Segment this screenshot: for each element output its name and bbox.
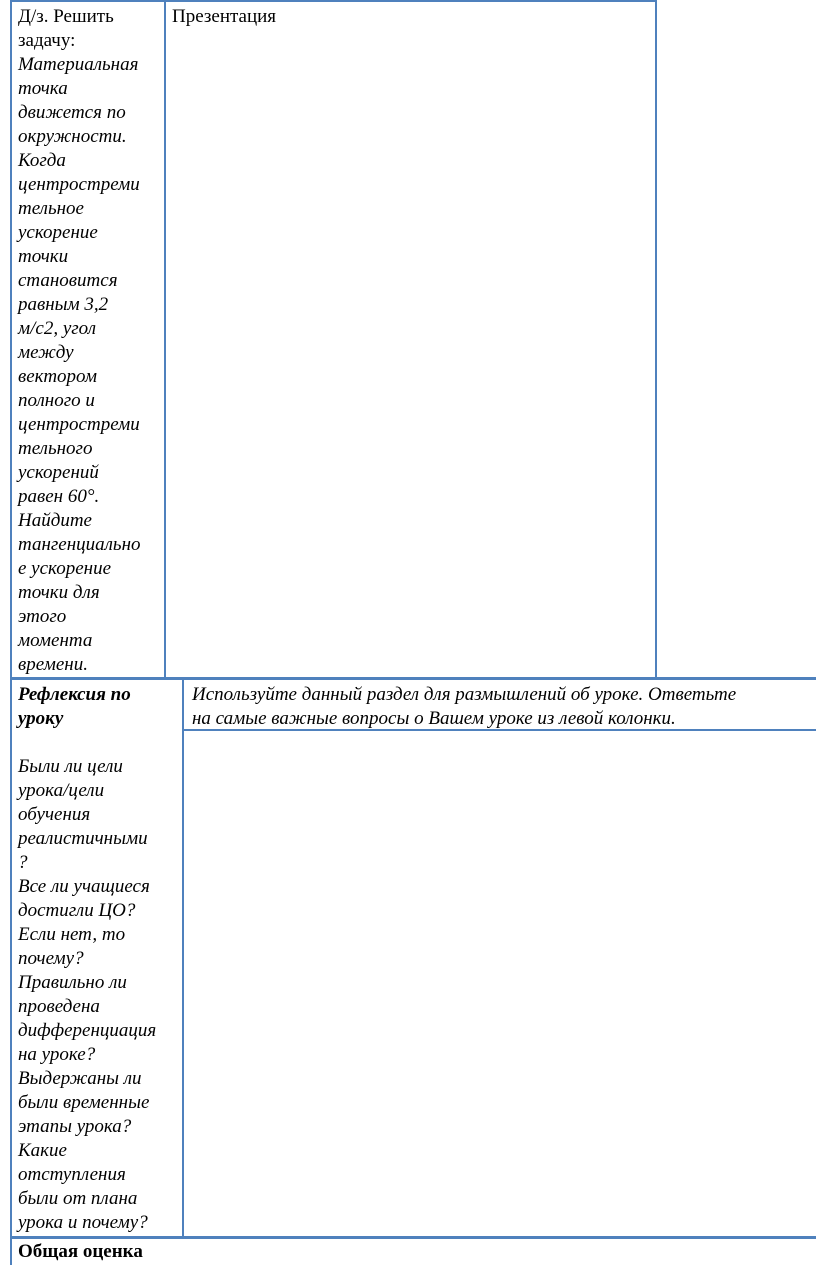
homework-task-line: точка [18, 78, 68, 99]
homework-task-line: ускорение [18, 222, 98, 243]
homework-task-line: движется по [18, 102, 126, 123]
reflection-answer-area[interactable] [184, 731, 816, 1236]
homework-task-line: ускорений [18, 462, 99, 483]
border-left-summary [10, 1236, 12, 1265]
reflection-question-line: Все ли учащиеся [18, 876, 150, 897]
border-section-divider [10, 677, 816, 680]
reflection-instruction-line: Используйте данный раздел для размышлений об уроке. Ответьте [192, 684, 737, 705]
homework-task-line: момента [18, 630, 93, 651]
homework-task-line: равен 60°. [18, 486, 100, 507]
border-col2-top [655, 0, 657, 680]
homework-task-line: м/с2, угол [18, 318, 96, 339]
reflection-question-line: реалистичными [18, 828, 148, 849]
reflection-question-line: урока/цели [18, 780, 105, 801]
homework-task-line: времени. [18, 654, 88, 675]
reflection-question-line: почему? [18, 948, 84, 969]
border-col1-top [164, 0, 166, 680]
homework-task-line: равным 3,2 [18, 294, 109, 315]
homework-task-line: становится [18, 270, 118, 291]
reflection-instruction-line: на самые важные вопросы о Вашем уроке из левой колонки. [192, 708, 676, 729]
reflection-title-line: Рефлексия по [18, 684, 131, 705]
homework-task-line: центростреми [18, 174, 140, 195]
reflection-question-line: отступления [18, 1164, 126, 1185]
reflection-question-line: на уроке? [18, 1044, 96, 1065]
reflection-question-line: проведена [18, 996, 100, 1017]
summary-label: Общая оценка [18, 1241, 143, 1262]
homework-task-line: тельное [18, 198, 84, 219]
resource-label: Презентация [172, 6, 277, 27]
homework-task-line: полного и [18, 390, 95, 411]
border-summary-top [10, 1236, 816, 1239]
homework-task-line: вектором [18, 366, 97, 387]
homework-intro: Д/з. Решить задачу: [18, 6, 114, 51]
homework-task-line: тельного [18, 438, 93, 459]
homework-task-line: е ускорение [18, 558, 112, 579]
homework-cell [18, 5, 162, 677]
homework-task-line: точки [18, 246, 69, 267]
reflection-instruction [192, 683, 816, 731]
reflection-question-line: достигли ЦО? [18, 900, 136, 921]
reflection-cell [18, 683, 182, 1235]
border-left-top [10, 0, 12, 680]
homework-task-line: окружности. [18, 126, 127, 147]
reflection-questions [18, 755, 182, 1235]
reflection-question-line: Какие [18, 1140, 67, 1161]
border-left-reflection [10, 677, 12, 1237]
spacer [18, 731, 182, 755]
reflection-question-line: ? [18, 852, 28, 873]
border-top [10, 0, 656, 2]
homework-task-line: Материальная [18, 54, 139, 75]
homework-task [18, 53, 162, 677]
homework-task-line: между [18, 342, 74, 363]
reflection-question-line: Если нет, то [18, 924, 126, 945]
reflection-title [18, 683, 182, 731]
reflection-question-line: урока и почему? [18, 1212, 148, 1233]
reflection-question-line: были временные [18, 1092, 150, 1113]
reflection-question-line: Были ли цели [18, 756, 123, 777]
homework-task-line: центростреми [18, 414, 140, 435]
homework-task-line: тангенциально [18, 534, 141, 555]
reflection-question-line: были от плана [18, 1188, 138, 1209]
reflection-question-line: этапы урока? [18, 1116, 132, 1137]
reflection-question-line: обучения [18, 804, 91, 825]
reflection-question-line: Выдержаны ли [18, 1068, 142, 1089]
reflection-question-line: дифференциация [18, 1020, 157, 1041]
homework-task-line: этого [18, 606, 67, 627]
reflection-title-line: уроку [18, 708, 64, 729]
resource-cell [172, 5, 276, 29]
reflection-question-line: Правильно ли [18, 972, 127, 993]
homework-task-line: точки для [18, 582, 100, 603]
homework-task-line: Найдите [18, 510, 92, 531]
homework-task-line: Когда [18, 150, 66, 171]
